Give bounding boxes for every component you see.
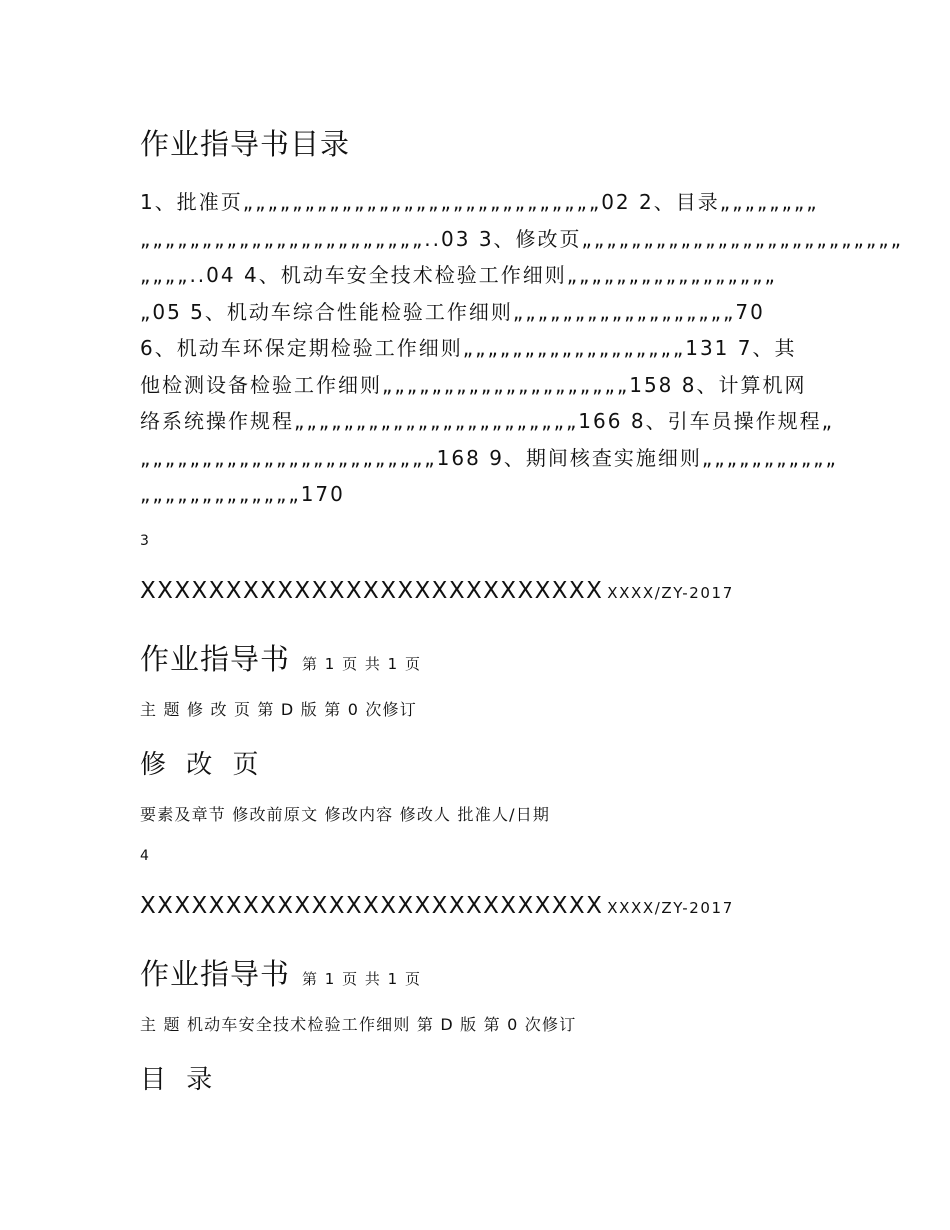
subject-line: 主 题 机动车安全技术检验工作细则 第 D 版 第 0 次修订 [140, 1015, 577, 1034]
document-header [140, 893, 734, 919]
revision-table-header: 要素及章节 修改前原文 修改内容 修改人 批准人/日期 [140, 805, 551, 824]
toc-line: „„„„„„„„„„„„„170 [140, 482, 345, 506]
document-header [140, 578, 734, 604]
page-number: 4 [140, 848, 149, 864]
toc-line: 他检测设备检验工作细则„„„„„„„„„„„„„„„„„„„„158 8、计算机网 [140, 372, 807, 397]
toc-line: 络系统操作规程„„„„„„„„„„„„„„„„„„„„„„„166 8、引车员操作规程„ [140, 409, 834, 433]
page-number: 3 [140, 533, 149, 549]
toc-line: „„„„„„„„„„„„„„„„„„„„„„„..03 3、修改页„„„„„„„„„„„„„„„„„„„„„„„„„„ [140, 226, 903, 251]
page-count: 第 1 页 共 1 页 [302, 970, 422, 988]
document-title: 作业指导书 [140, 957, 291, 991]
toc-line: „„„„„„„„„„„„„„„„„„„„„„„„168 9、期间核查实施细则„„„„„„„„„„„ [140, 445, 838, 470]
toc-line: „„„„..04 4、机动车安全技术检验工作细则„„„„„„„„„„„„„„„„„ [140, 263, 777, 287]
header-placeholder-text: XXXXXXXXXXXXXXXXXXXXXXXXXXX [140, 893, 604, 919]
document-title-row [140, 952, 421, 993]
toc-line: „05 5、机动车综合性能检验工作细则„„„„„„„„„„„„„„„„„„70 [140, 299, 765, 324]
header-placeholder-text: XXXXXXXXXXXXXXXXXXXXXXXXXXX [140, 578, 604, 604]
document-title-row [140, 637, 421, 678]
page-count: 第 1 页 共 1 页 [302, 655, 422, 673]
toc-line: 1、批准页„„„„„„„„„„„„„„„„„„„„„„„„„„„„„02 2、目录„„„„„„„„ [140, 190, 819, 214]
toc-title: 作业指导书目录 [140, 127, 351, 161]
section-title: 修 改 页 [140, 750, 265, 780]
document-title: 作业指导书 [140, 642, 291, 676]
document-code: XXXX/ZY-2017 [607, 584, 734, 602]
toc-list [140, 184, 903, 513]
subject-line: 主 题 修 改 页 第 D 版 第 0 次修订 [140, 700, 417, 719]
toc-line: 6、机动车环保定期检验工作细则„„„„„„„„„„„„„„„„„„131 7、其 [140, 336, 797, 360]
document-code: XXXX/ZY-2017 [607, 899, 734, 917]
section-title: 目 录 [140, 1065, 219, 1095]
